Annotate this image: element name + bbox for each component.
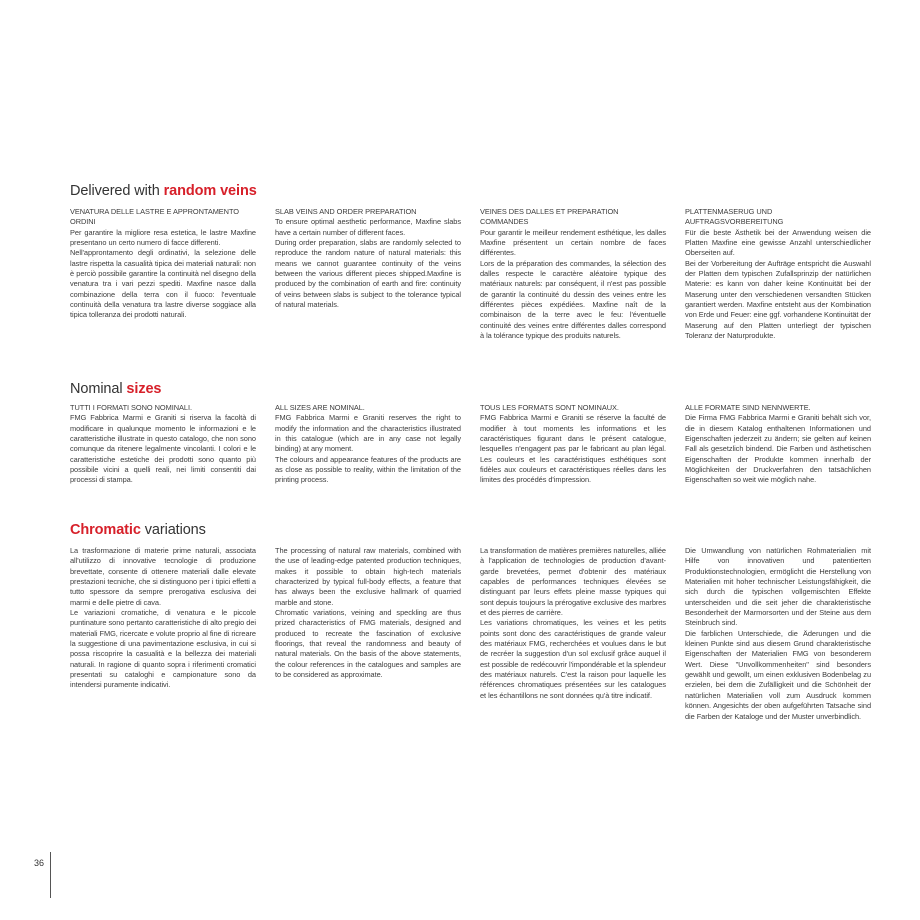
page-number: 36 xyxy=(34,858,45,868)
paragraph: To ensure optimal aesthetic performance, Maxfine slabs have a certain number of different faces. xyxy=(275,217,461,237)
paragraph: Die Firma FMG Fabbrica Marmi e Graniti behält sich vor, die in diesem Katalog enthaltenen Informationen und Eigenschaften jederzeit zu ändern; sie gelten auf keinen Fall als gesetzlich bindend. Die Farben und ästhetischen Eigenschaften der Produkte kommen innerhalb der Möglichkeiten der Druckverfahren den tatsächlichen Eigenschaften so weit wie möglich nahe. xyxy=(685,413,871,485)
column-heading: TOUS LES FORMATS SONT NOMINAUX. xyxy=(480,403,619,412)
paragraph: Für die beste Ästhetik bei der Anwendung weisen die Platten Maxfine eine gewisse Anzahl unterschiedlicher Oberseiten auf. xyxy=(685,227,871,258)
column-english xyxy=(275,207,461,310)
column-italian xyxy=(70,207,256,321)
paragraph: During order preparation, slabs are randomly selected to reproduce the random nature of natural materials: this means we cannot guarantee continuity of the veins between the various different pieces shipped.Maxfine is produced by the combination of earth and fire: continuity of veins between slabs is subject to the tolerance typical of natural materials. xyxy=(275,238,461,310)
paragraph: Bei der Vorbereitung der Aufträge entspricht die Auswahl der Platten dem typischen Zufallsprinzip der natürlichen Materie: es kann von daher keine Kontinuität bei der Maserung unter den verschiedenen versandten Stücken garantiert werden. Maxfine entsteht aus der Kombination von Erde und Feuer: eine ggf. vorhandene Kontinuität der Maserung auf den Platten unterliegt der typischen Toleranz der Naturprodukte. xyxy=(685,258,871,341)
page-number-divider xyxy=(50,852,51,898)
section-title: Chromatic variations xyxy=(70,522,206,538)
paragraph: Lors de la préparation des commandes, la sélection des dalles respecte le caractère aléatoire typique des matériaux naturels: par conséquent, il n'est pas possible de garantir la continuité du dessin des veines entre les différentes pièces expédiées. Maxfine naît de la combinaison de la terre avec le feu: l'éventuelle continuité des veines entre différentes dalles correspond à la tolérance typique des produits naturels. xyxy=(480,258,666,341)
paragraph: Le variazioni cromatiche, di venatura e le piccole puntinature sono pertanto caratteristiche di alto pregio dei materiali FMG, ricercate e volute proprio al fine di ricreare la suggestione di una pavimentazione esclusiva, in cui si possa riscoprire la casualità e la bellezza dei materiali naturali. In ragione di quanto sopra i riferimenti cromatici presentati su cataloghi e campionature sono da intendersi puramente indicativi. xyxy=(70,608,256,690)
paragraph: Pour garantir le meilleur rendement esthétique, les dalles Maxfine présentent un certain nombre de faces différentes. xyxy=(480,227,666,258)
paragraph: Les variations chromatiques, les veines et les petits points sont donc des caractéristiques de grande valeur des matériaux FMG, recherchées et voulues dans le but de recréer la suggestion d'un sol exclusif grâce auquel il est possible de redécouvrir l'impondérable et la splendeur des matériaux naturels. C'est la raison pour laquelle les références chromatiques présentées sur les catalogues et les échantillons ne sont données qu'à titre indicatif. xyxy=(480,618,666,700)
section-nominal-sizes xyxy=(70,381,880,485)
column-german xyxy=(685,403,871,486)
section-chromatic-variations xyxy=(70,522,880,721)
section-title: Nominal sizes xyxy=(70,381,162,397)
column-german xyxy=(685,207,871,341)
column-english xyxy=(275,546,461,680)
paragraph: Die farblichen Unterschiede, die Äderungen und die kleinen Punkte sind aus diesem Grund charakteristische Eigenschaften der Materialien FMG von besonderem Wert. Diese "Unvollkommenheiten" sind besonders gewählt und gewollt, um einen exklusiven Bodenbelag zu erzielen, bei dem die Zufälligkeit und die Schönheit der natürlichen Materialien voll zum Ausdruck kommen können. Angesichts der oben aufgeführten Tatsache sind die Farben der Kataloge und der Muster unverbindlich. xyxy=(685,628,871,721)
paragraph: FMG Fabbrica Marmi e Graniti se réserve la faculté de modifier à tout moments les informations et les caractéristiques figurant dans le présent catalogue, lesquelles n'engagent pas par le fabricant au plan légal. Les couleurs et les caractéristiques esthétiques sont fidèles aux couleurs et caractéristiques réelles dans les limites des procédés d'impression. xyxy=(480,413,666,485)
paragraph: The processing of natural raw materials, combined with the use of leading-edge patented production techniques, makes it possible to obtain high-tech materials characterized by typical full-body effects, a feature that has always been the exclusive hallmark of quarried marble and stone. xyxy=(275,546,461,607)
column-italian xyxy=(70,546,256,691)
section-random-veins xyxy=(70,183,880,341)
paragraph: La trasformazione di materie prime naturali, associata all'utilizzo di innovative tecnologie di produzione brevettate, consente di ottenere materiali dalle elevate prestazioni tecniche, che si distinguono per i tipici effetti a tutto spessore da sempre prerogativa esclusiva dei marmi e delle pietre di cava. xyxy=(70,546,256,607)
paragraph: FMG Fabbrica Marmi e Graniti si riserva la facoltà di modificare in qualunque momento le informazioni e le caratteristiche illustrate in questo catalogo, che non sono comunque da ritenere legalmente vincolanti. I colori e le caratteristiche estetiche dei prodotti sono quanto più possibile vicini a quelli reali, nei limiti consentiti dai processi di stampa. xyxy=(70,413,256,485)
column-heading: PLATTENMASERUG UND AUFTRAGSVORBEREITUNG xyxy=(685,207,784,227)
column-french xyxy=(480,207,666,341)
column-heading: ALLE FORMATE SIND NENNWERTE. xyxy=(685,403,811,412)
paragraph: Per garantire la migliore resa estetica, le lastre Maxfine presentano un certo numero di facce differenti. xyxy=(70,227,256,248)
column-heading: ALL SIZES ARE NOMINAL. xyxy=(275,403,365,412)
paragraph: FMG Fabbrica Marmi e Graniti reserves the right to modify the information and the characteristics illustrated in this catalogue (which are in any case not legally binding) at any moment. xyxy=(275,413,461,454)
column-english xyxy=(275,403,461,486)
section-title: Delivered with random veins xyxy=(70,183,257,199)
column-italian xyxy=(70,403,256,486)
column-heading: SLAB VEINS AND ORDER PREPARATION xyxy=(275,207,417,216)
column-heading: VEINES DES DALLES ET PREPARATION COMMANDES xyxy=(480,207,619,227)
column-french xyxy=(480,403,666,486)
paragraph: Die Umwandlung von natürlichen Rohmaterialien mit Hilfe von innovativen und patentierten Produktionstechnologien, ermöglicht die Herstellung von Materialien mit hoher technischer Leistungsfähigkeit, die sich durch die typischen vollgemischten Effekte unterscheiden und die seit jeher die charakteristische Besonderheit der Marmorsorten und der Steine aus dem Steinbruch sind. xyxy=(685,546,871,628)
paragraph: Chromatic variations, veining and speckling are thus prized characteristics of FMG materials, designed and produced to recreate the fascination of exclusive floorings, that reveal the randomness and beauty of natural materials. On the basis of the above statements, the colour references in the catalogues and samples are to be considered as approximate. xyxy=(275,608,461,680)
paragraph: Nell'approntamento degli ordinativi, la selezione delle lastre rispetta la casualità tipica dei materiali naturali: non è perciò possibile garantire la continuità nel disegno della venatura tra i vari pezzi spediti. Maxfine nasce dalla combinazione della terra con il fuoco: l'eventuale continuità della venatura tra lastre diverse soggiace alla tipica tolleranza dei prodotti naturali. xyxy=(70,248,256,320)
column-heading: VENATURA DELLE LASTRE E APPRONTAMENTO ORDINI xyxy=(70,207,239,227)
paragraph: La transformation de matières premières naturelles, alliée à l'application de technologies de production d'avant-garde brevetées, permet d'obtenir des matériaux capables de performances techniques élevées se distinguant par leurs effets pleine masse typiques qui sont depuis toujours la prérogative exclusive des marbres et des pierres de carrière. xyxy=(480,546,666,618)
paragraph: The colours and appearance features of the products are as close as possible to reality, within the limitation of the printing process. xyxy=(275,454,461,485)
column-french xyxy=(480,546,666,701)
column-heading: TUTTI I FORMATI SONO NOMINALI. xyxy=(70,403,192,412)
column-german xyxy=(685,546,871,722)
